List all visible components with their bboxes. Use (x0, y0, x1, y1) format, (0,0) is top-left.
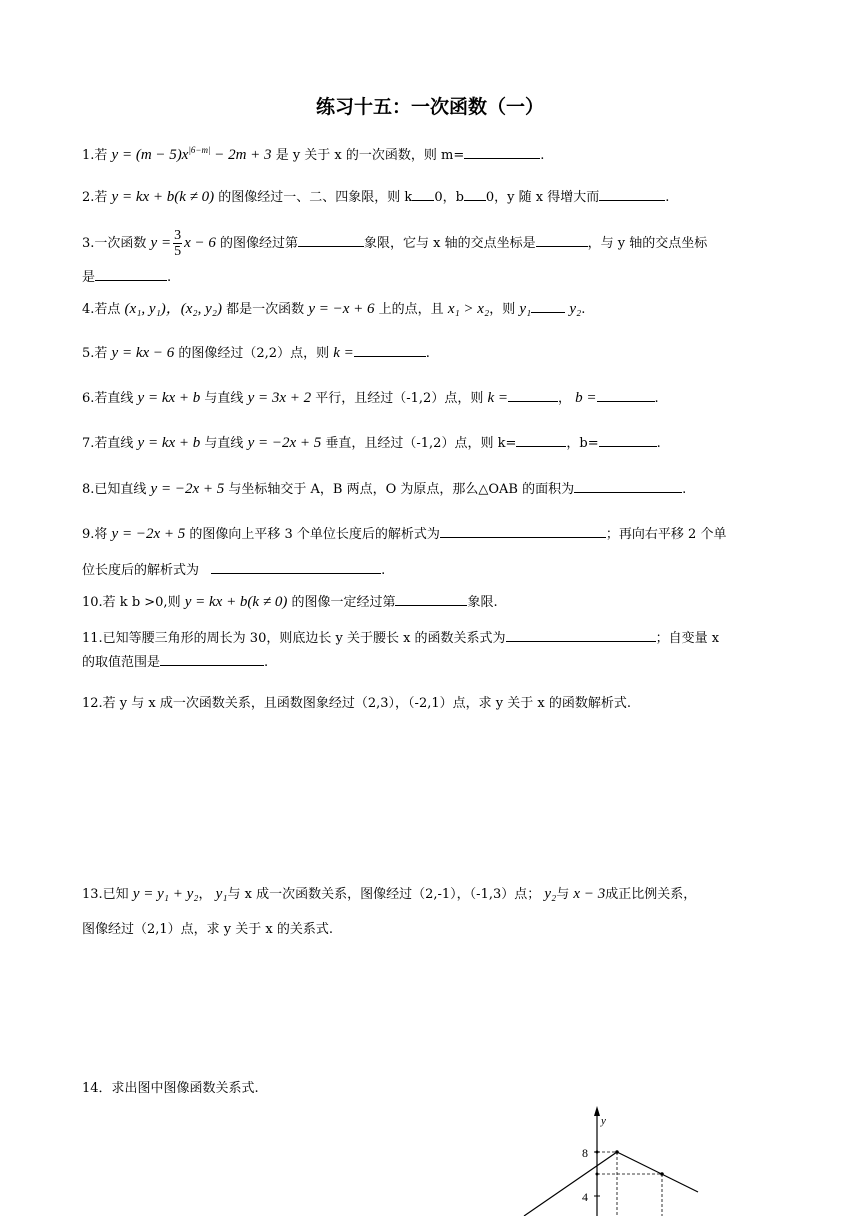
question-13: 13.已知 y = y₁ + y₂， y₁与 x 成一次函数关系，图像经过（2,-1），（-1,3）点； y₂与 x − 3成正比例关系， (82, 886, 697, 902)
question-2: 2.若 y = kx + b(k ≠ 0) 的图像经过一、二、四象限，则 k 0，b 0，y 随 x 得增大而 . (82, 189, 670, 205)
tick-8-label: 8 (582, 1146, 588, 1160)
question-14: 14．求出图中图像函数关系式. (82, 1081, 259, 1096)
fraction: $\frac{3}{5}$ (174, 228, 182, 259)
question-4: 4.若点 (x₁, y₁)，(x₂, y₂) 都是一次函数 y = −x + 6 上的点，且 x₁ > x₂，则 y₁ y₂. (82, 301, 586, 317)
equation: y = kx + b(k ≠ 0) (111, 189, 215, 205)
question-6: 6.若直线 y = kx + b 与直线 y = 3x + 2 平行，且经过（-1,2）点，则 k = ， b = . (82, 390, 659, 406)
page-title: 练习十五：一次函数（一） (315, 96, 544, 118)
tick-4-label: 4 (582, 1190, 588, 1204)
graph-line-rising (524, 1152, 617, 1216)
equation: $y = (m - 5)x^{|6-m|} - 2m + 3$ (111, 145, 272, 163)
y-axis-arrow (594, 1106, 600, 1116)
question-5: 5.若 y = kx − 6 的图像经过（2,2）点，则 k = . (82, 345, 430, 361)
graph-line-falling (617, 1152, 698, 1192)
graph-point-axis-8 (596, 1151, 599, 1154)
question-7: 7.若直线 y = kx + b 与直线 y = −2x + 5 垂直，且经过（-1,2）点，则 k= ，b= . (82, 435, 661, 451)
question-3: 3.一次函数 y = $\frac{3}{5}$ x − 6 的图像经过第 象限，它与 x 轴的交点坐标是 ，与 y 轴的交点坐标 (82, 228, 708, 259)
graph-point-axis-mid (596, 1173, 599, 1176)
graph-point-peak (615, 1150, 619, 1154)
question-9-cont: 位长度后的解析式为 . (82, 563, 386, 578)
y-axis-label: y (601, 1115, 606, 1127)
question-12: 12.若 y 与 x 成一次函数关系，且函数图象经过（2,3），（-2,1）点，求 y 关于 x 的函数解析式. (82, 696, 631, 711)
question-1: 1.若 $y = (m - 5)x^{|6-m|} - 2m + 3$ 是 y 关于 x 的一次函数，则 m= . (82, 145, 545, 163)
graph-point-right (660, 1172, 664, 1176)
question-8: 8.已知直线 y = −2x + 5 与坐标轴交于 A，B 两点，O 为原点，那么△OAB 的面积为 . (82, 481, 687, 497)
question-3-cont: 是 . (82, 270, 172, 285)
question-11: 11.已知等腰三角形的周长为 30，则底边长 y 关于腰长 x 的函数关系式为 ；自变量 x (82, 631, 720, 646)
question-11-cont: 的取值范围是 . (82, 655, 269, 670)
question-9: 9.将 y = −2x + 5 的图像向上平移 3 个单位长度后的解析式为 ；再向右平移 2 个单 (82, 526, 727, 542)
question-10: 10.若 k b >0,则 y = kx + b(k ≠ 0) 的图像一定经过第 象限. (82, 594, 498, 610)
question-13-cont: 图像经过（2,1）点，求 y 关于 x 的关系式. (82, 922, 334, 937)
